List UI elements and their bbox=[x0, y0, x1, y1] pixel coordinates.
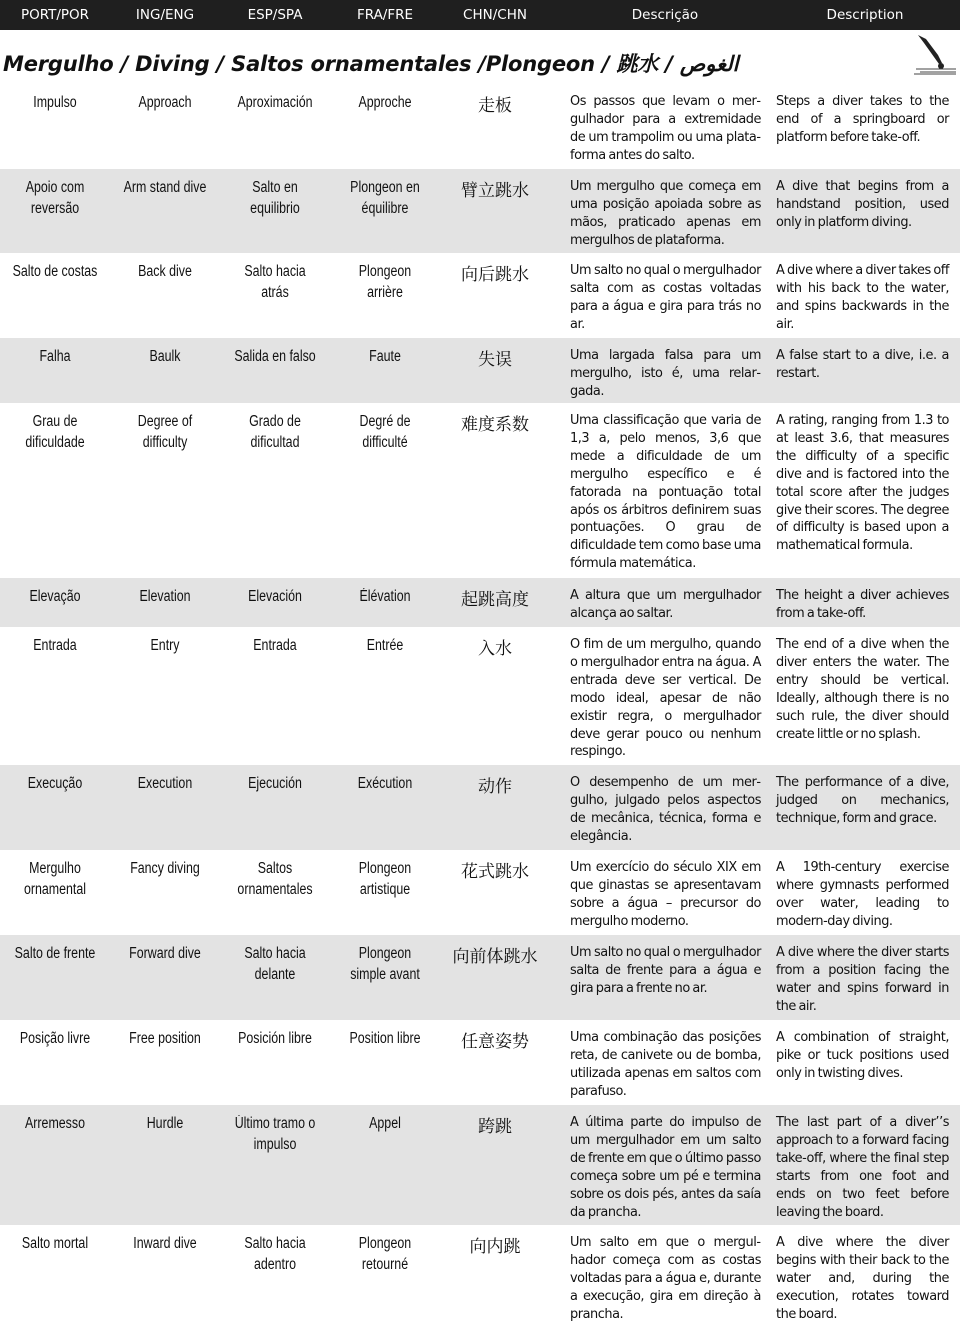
term-por: Mergulho ornamental bbox=[23, 860, 87, 898]
term-eng: Free position bbox=[129, 1030, 201, 1047]
term-eng: Arm stand dive bbox=[123, 179, 207, 196]
description-pt: A altura que um mergulhador alcança ao saltar. bbox=[570, 588, 761, 621]
term-por: Impulso bbox=[33, 94, 77, 111]
title-row bbox=[0, 30, 960, 80]
table-row bbox=[0, 850, 960, 935]
term-eng: Approach bbox=[138, 94, 192, 111]
term-esp: Elevación bbox=[248, 588, 302, 605]
table-row bbox=[0, 765, 960, 850]
description-pt: Um mergulho que começa em uma posição apoiada sobre as mãos, praticado apenas em mergulhos de plataforma. bbox=[570, 179, 761, 248]
term-eng: Hurdle bbox=[146, 1115, 184, 1132]
term-por: Execução bbox=[27, 775, 83, 792]
term-eng: Degree of difficulty bbox=[137, 413, 193, 451]
term-chn: 难度系数 bbox=[461, 415, 529, 435]
term-esp: Aproximación bbox=[237, 94, 313, 111]
term-eng: Execution bbox=[137, 775, 193, 792]
term-eng: Elevation bbox=[139, 588, 191, 605]
term-eng: Forward dive bbox=[129, 945, 201, 962]
term-fra: Position libre bbox=[349, 1030, 421, 1047]
column-header-desc-en: Description bbox=[826, 7, 904, 23]
term-por: Posição livre bbox=[19, 1030, 91, 1047]
page-title: Mergulho / Diving / Saltos ornamentales /Plongeon / 跳水 / الغوص bbox=[3, 52, 739, 76]
term-por: Salto mortal bbox=[21, 1235, 89, 1252]
description-en: A dive that begins from a handstand position, used only in platform diving. bbox=[776, 179, 949, 230]
table-row bbox=[0, 84, 960, 169]
term-por: Falha bbox=[39, 348, 71, 365]
term-chn: 任意姿势 bbox=[461, 1032, 529, 1052]
term-eng: Entry bbox=[150, 637, 180, 654]
term-fra: Élévation bbox=[359, 588, 411, 605]
description-pt: Um salto no qual o mergulhador salta com as costas voltadas para a água e gira para trás no ar. bbox=[570, 263, 761, 332]
table-row bbox=[0, 935, 960, 1020]
term-eng: Inward dive bbox=[133, 1235, 197, 1252]
term-fra: Exécution bbox=[357, 775, 413, 792]
table-row bbox=[0, 338, 960, 403]
table-row bbox=[0, 169, 960, 253]
column-header-por: PORT/POR bbox=[20, 7, 90, 23]
term-por: Arremesso bbox=[25, 1115, 85, 1132]
term-fra: Entrée bbox=[366, 637, 404, 654]
term-chn: 臂立跳水 bbox=[461, 181, 529, 201]
column-header-chn: CHN/CHN bbox=[463, 7, 527, 23]
term-fra: Plongeon en équilibre bbox=[350, 179, 420, 217]
term-esp: Salto hacia atrás bbox=[244, 263, 306, 301]
term-por: Apoio com reversão bbox=[25, 179, 85, 217]
term-fra: Appel bbox=[369, 1115, 401, 1132]
description-pt: Um salto no qual o mergulhador salta de frente para a água e gira para a frente no ar. bbox=[570, 945, 761, 996]
term-esp: Salto hacia delante bbox=[244, 945, 306, 983]
description-en: A dive where the diver starts from a position facing the water and spins forward in the air. bbox=[776, 945, 949, 1014]
description-pt: Uma largada falsa para um mergulho, isto é, uma relargada. bbox=[570, 348, 761, 399]
table-row bbox=[0, 1020, 960, 1105]
term-eng: Back dive bbox=[138, 263, 192, 280]
term-esp: Último tramo o impulso bbox=[234, 1115, 316, 1153]
description-en: The end of a dive when the diver enters the water. The entry should be vertical. Ideally, although there is no such rule, the diver should create little or no splash. bbox=[776, 637, 949, 742]
table-row bbox=[0, 578, 960, 627]
term-fra: Plongeon artistique bbox=[358, 860, 412, 898]
term-fra: Degré de difficulté bbox=[359, 413, 411, 451]
term-chn: 向内跳 bbox=[469, 1237, 521, 1257]
term-esp: Ejecución bbox=[248, 775, 302, 792]
term-eng: Baulk bbox=[149, 348, 181, 365]
term-chn: 入水 bbox=[478, 639, 512, 659]
description-pt: O fim de um mergulho, quando o mergulhador entra na água. A entrada deve ser vertical. De modo ideal, apesar de não existir regra, o mergulhador deve gerar pouco ou nenhum respingo. bbox=[570, 637, 761, 760]
table-row bbox=[0, 1105, 960, 1225]
column-header-desc-pt: Descrição bbox=[631, 7, 699, 23]
description-pt: O desempenho de um mergulho, julgado pelos aspectos de mecânica, técnica, forma e elegância. bbox=[570, 775, 761, 844]
description-en: The height a diver achieves from a take-off. bbox=[776, 588, 949, 621]
term-por: Salto de frente bbox=[14, 945, 96, 962]
table-row bbox=[0, 1225, 960, 1337]
term-esp: Salto hacia adentro bbox=[244, 1235, 306, 1273]
term-chn: 动作 bbox=[478, 777, 512, 797]
description-pt: A última parte do impulso de um mergulhador em um salto de frente em que o último passo começa sobre um pé e termina sobre os dois pés, antes da saía da prancha. bbox=[570, 1115, 761, 1220]
diver-logo-icon bbox=[912, 33, 958, 75]
description-pt: Uma combinação das posições reta, de canivete ou de bomba, utilizada apenas em saltos com parafuso. bbox=[570, 1030, 761, 1099]
description-en: A combination of straight, pike or tuck positions used only in twisting dives. bbox=[776, 1030, 949, 1081]
term-fra: Plongeon arrière bbox=[358, 263, 412, 301]
column-header-bar bbox=[0, 0, 960, 30]
term-chn: 向后跳水 bbox=[461, 265, 529, 285]
term-esp: Grado de dificultad bbox=[249, 413, 301, 451]
term-esp: Saltos ornamentales bbox=[237, 860, 313, 898]
term-por: Elevação bbox=[29, 588, 81, 605]
term-chn: 起跳高度 bbox=[461, 590, 529, 610]
description-en: A false start to a dive, i.e. a restart. bbox=[776, 348, 949, 381]
table-row bbox=[0, 627, 960, 765]
column-header-esp: ESP/SPA bbox=[247, 7, 303, 23]
term-esp: Posición libre bbox=[238, 1030, 312, 1047]
term-chn: 跨跳 bbox=[478, 1117, 512, 1137]
term-fra: Plongeon retourné bbox=[358, 1235, 412, 1273]
term-esp: Salto en equilibrio bbox=[250, 179, 300, 217]
description-pt: Um exercício do século XIX em que ginastas se apresentavam sobre a água – precursor do mergulho moderno. bbox=[570, 860, 761, 929]
description-en: A dive where a diver takes off with his back to the water, and spins backwards in the air. bbox=[776, 263, 949, 332]
description-en: The last part of a diver’’s approach to a forward facing take-off, where the final step starts from one foot and ends on two feet before leaving the board. bbox=[776, 1115, 949, 1220]
term-por: Salto de costas bbox=[12, 263, 98, 280]
column-header-eng: ING/ENG bbox=[135, 7, 195, 23]
description-pt: Uma classificação que varia de 1,3 a, pelo menos, 3,6 que mede a dificuldade de um mergulho específico e é fatorada na pontuação total após os árbitros definirem suas pontuações. O grau de dificuldade tem como base uma fórmula matemática. bbox=[570, 413, 761, 572]
term-fra: Faute bbox=[369, 348, 401, 365]
term-esp: Salida en falso bbox=[234, 348, 316, 365]
description-pt: Os passos que levam o mergulhador para a extremidade de um trampolim ou uma plataforma antes do salto. bbox=[570, 94, 761, 163]
table-row bbox=[0, 403, 960, 578]
table-row bbox=[0, 253, 960, 338]
term-chn: 花式跳水 bbox=[461, 862, 529, 882]
term-por: Entrada bbox=[33, 637, 77, 654]
term-chn: 失误 bbox=[478, 350, 512, 370]
description-en: A 19th-century exercise where gymnasts performed over water, leading to modern-day diving. bbox=[776, 860, 949, 929]
description-en: A dive where the diver begins with their back to the water and, during the execution, rotates toward the board. bbox=[776, 1235, 949, 1322]
term-chn: 走板 bbox=[478, 96, 512, 116]
description-en: Steps a diver takes to the end of a springboard or platform before take-off. bbox=[776, 94, 949, 145]
term-fra: Approche bbox=[358, 94, 412, 111]
term-eng: Fancy diving bbox=[130, 860, 200, 877]
term-por: Grau de dificuldade bbox=[25, 413, 85, 451]
column-header-fra: FRA/FRE bbox=[356, 7, 414, 23]
term-chn: 向前体跳水 bbox=[452, 947, 538, 967]
description-pt: Um salto em que o mergulhador começa com as costas voltadas para a água e, durante a execução, gira em direção à prancha. bbox=[570, 1235, 761, 1322]
term-fra: Plongeon simple avant bbox=[350, 945, 420, 983]
term-esp: Entrada bbox=[253, 637, 297, 654]
description-en: A rating, ranging from 1.3 to at least 3.6, that measures the difficulty of a specific dive and is factored into the total score after the judges give their scores. The degree of difficulty is based upon a mathematical formula. bbox=[776, 413, 949, 554]
description-en: The performance of a dive, judged on mechanics, technique, form and grace. bbox=[776, 775, 949, 826]
